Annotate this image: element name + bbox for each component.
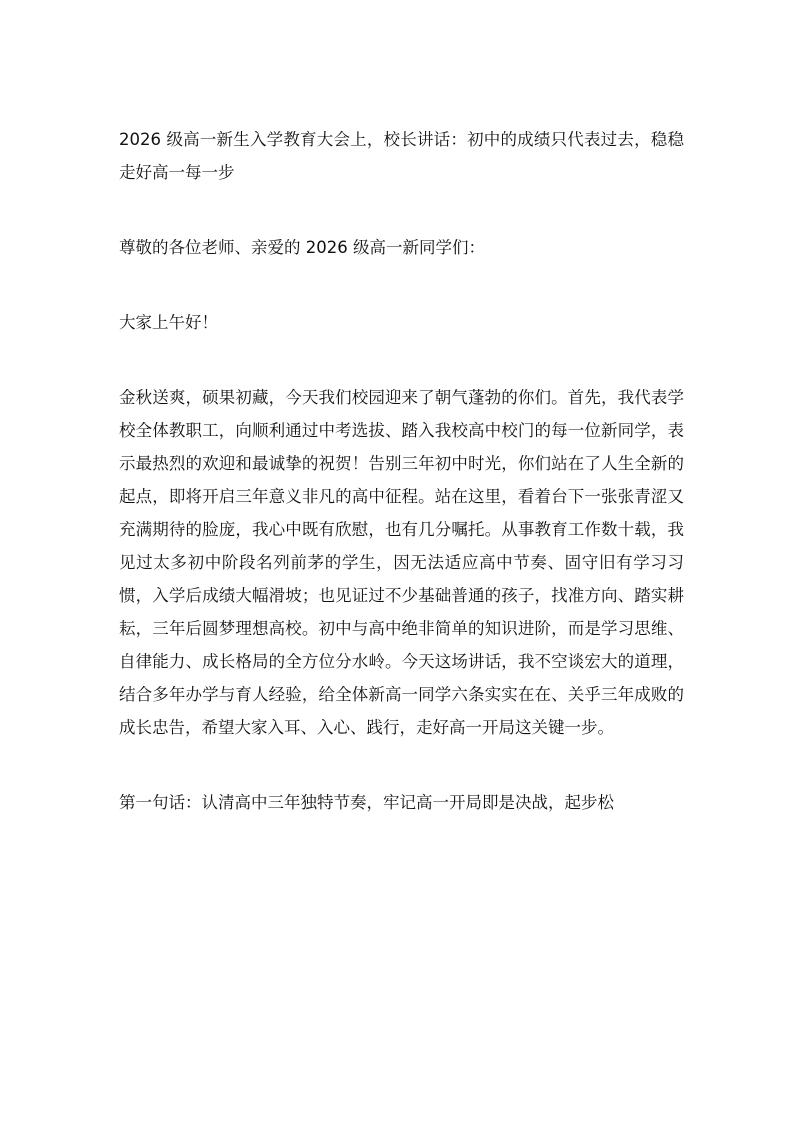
greeting: 大家上午好！ [119,313,218,332]
document-title: 2026 级高一新生入学教育大会上，校长讲话：初中的成绩只代表过去，稳稳走好高一每一步 [119,130,684,182]
first-point-heading: 第一句话：认清高中三年独特节奏，牢记高一开局即是决战，起步松 [119,793,614,812]
salutation: 尊敬的各位老师、亲爱的 2026 级高一新同学们： [119,238,485,257]
body-paragraph: 金秋送爽，硕果初藏，今天我们校园迎来了朝气蓬勃的你们。首先，我代表学校全体教职工，向顺利通过中考选拔、踏入我校高中校门的每一位新同学，表示最热烈的欢迎和最诚挚的祝贺！告别三年初中时光，你们站在了人生全新的起点，即将开启三年意义非凡的高中征程。站在这里，看着台下一张张青涩又充满期待的脸庞，我心中既有欣慰，也有几分嘱托。从事教育工作数十载，我见过太多初中阶段名列前茅的学生，因无法适应高中节奏、固守旧有学习习惯，入学后成绩大幅滑坡；也见证过不少基础普通的孩子，找准方向、踏实耕耘，三年后圆梦理想高校。初中与高中绝非简单的知识进阶，而是学习思维、自律能力、成长格局的全方位分水岭。今天这场讲话，我不空谈宏大的道理，结合多年办学与育人经验，给全体新高一同学六条实实在在、关乎三年成败的成长忠告，希望大家入耳、入心、践行，走好高一开局这关键一步。 [119,388,684,737]
